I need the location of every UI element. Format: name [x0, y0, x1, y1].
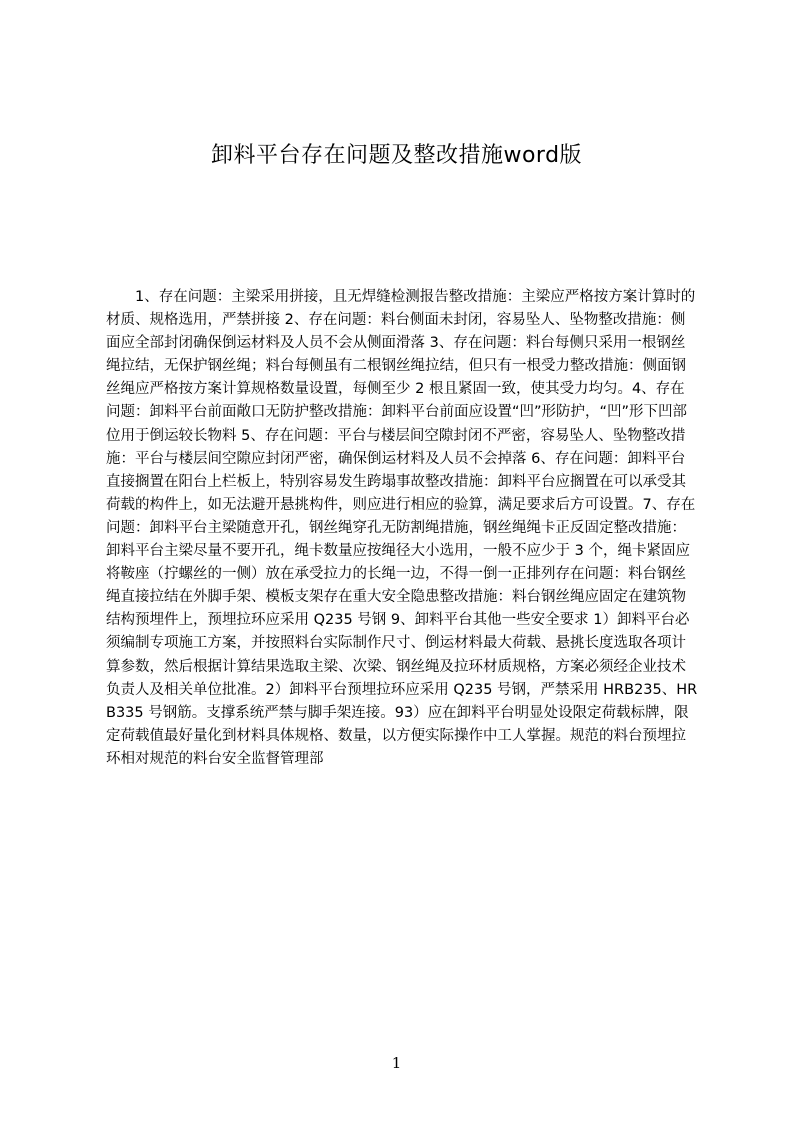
document-body: [106, 286, 698, 771]
body-paragraph: 1、存在问题：主梁采用拼接，且无焊缝检测报告整改措施：主梁应严格按方案计算时的材质、规格选用，严禁拼接 2、存在问题：料台侧面未封闭，容易坠人、坠物整改措施：侧面应全部封闭确保倒运材料及人员不会从侧面滑落 3、存在问题：料台每侧只采用一根钢丝绳拉结，无保护钢丝绳；料台每侧虽有二根钢丝绳拉结，但只有一根受力整改措施：侧面钢丝绳应严格按方案计算规格数量设置，每侧至少 2 根且紧固一致，使其受力均匀。4、存在问题：卸料平台前面敞口无防护整改措施：卸料平台前面应设置“凹”形防护，“凹”形下凹部位用于倒运较长物料 5、存在问题：平台与楼层间空隙封闭不严密，容易坠人、坠物整改措施：平台与楼层间空隙应封闭严密，确保倒运材料及人员不会掉落 6、存在问题：卸料平台直接搁置在阳台上栏板上，特别容易发生跨塌事故整改措施：卸料平台应搁置在可以承受其荷载的构件上，如无法避开悬挑构件，则应进行相应的验算，满足要求后方可设置。7、存在问题：卸料平台主梁随意开孔，钢丝绳穿孔无防割绳措施，钢丝绳绳卡正反固定整改措施：卸料平台主梁尽量不要开孔，绳卡数量应按绳径大小选用，一般不应少于 3 个，绳卡紧固应将鞍座（拧螺丝的一侧）放在承受拉力的长绳一边，不得一倒一正排列存在问题：料台钢丝绳直接拉结在外脚手架、模板支架存在重大安全隐患整改措施：料台钢丝绳应固定在建筑物结构预埋件上，预埋拉环应采用 Q235 号钢 9、卸料平台其他一些安全要求 1）卸料平台必须编制专项施工方案，并按照料台实际制作尺寸、倒运材料最大荷载、悬挑长度选取各项计算参数，然后根据计算结果选取主梁、次梁、钢丝绳及拉环材质规格，方案必须经企业技术负责人及相关单位批准。2）卸料平台预埋拉环应采用 Q235 号钢，严禁采用 HRB235、HRB335 号钢筋。支撑系统严禁与脚手架连接。93）应在卸料平台明显处设限定荷载标牌，限定荷载值最好量化到材料具体规格、数量，以方便实际操作中工人掌握。规范的料台预埋拉环相对规范的料台安全监督管理部: [106, 289, 698, 767]
page-number: 1: [391, 1054, 402, 1072]
document-title: 卸料平台存在问题及整改措施word版: [210, 143, 583, 168]
